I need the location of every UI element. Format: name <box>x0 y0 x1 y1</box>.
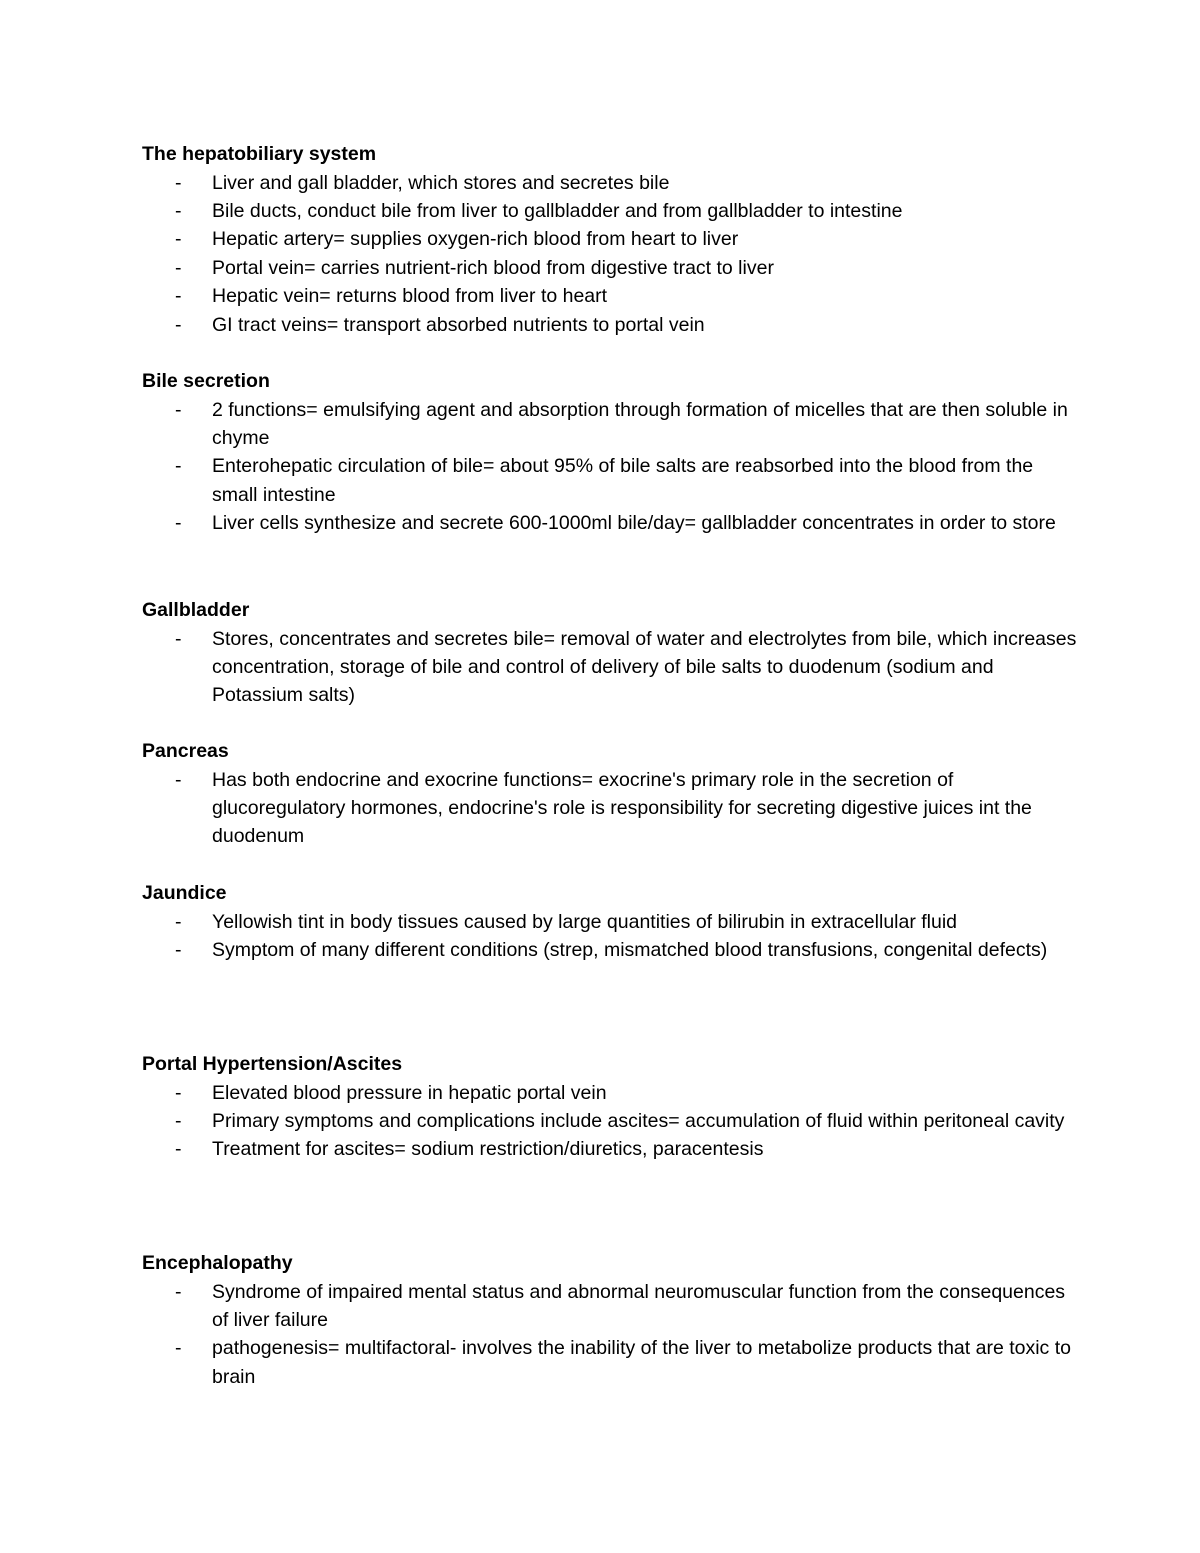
bullet-list <box>142 908 1082 965</box>
section-gallbladder <box>142 596 1082 710</box>
section-title: Pancreas <box>142 740 229 762</box>
section-encephalopathy <box>142 1249 1082 1391</box>
section-title: Portal Hypertension/Ascites <box>142 1053 403 1075</box>
list-item-text: Portal vein= carries nutrient-rich blood from digestive tract to liver <box>212 256 774 279</box>
section-title: Encephalopathy <box>142 1252 293 1274</box>
list-item: - Liver cells synthesize and secrete 600-1000ml bile/day= gallbladder concentrates in order to store <box>142 509 1082 537</box>
section-pancreas <box>142 737 1082 851</box>
list-item-text: GI tract veins= transport absorbed nutrients to portal vein <box>212 313 705 336</box>
list-item-text: Yellowish tint in body tissues caused by large quantities of bilirubin in extracellular fluid <box>212 910 958 933</box>
bullet-list <box>142 766 1082 851</box>
list-item-text: Treatment for ascites= sodium restriction/diuretics, paracentesis <box>212 1138 764 1161</box>
list-item: - Primary symptoms and complications include ascites= accumulation of fluid within peritoneal cavity <box>142 1107 1082 1135</box>
section-title: The hepatobiliary system <box>142 143 377 165</box>
list-item: - Treatment for ascites= sodium restriction/diuretics, paracentesis <box>142 1135 1082 1163</box>
list-item-text: Primary symptoms and complications include ascites= accumulation of fluid within peritoneal cavity <box>212 1109 1065 1132</box>
list-item: - Liver and gall bladder, which stores and secretes bile <box>142 169 1082 197</box>
section-portal-hypertension <box>142 1050 1082 1164</box>
list-item-text: Stores, concentrates and secretes bile= removal of water and electrolytes from bile, which increases concentration, storage of bile and control of delivery of bile salts to duodenum (sodium and Potassium salts) <box>212 627 1077 707</box>
list-item: - Elevated blood pressure in hepatic portal vein <box>142 1079 1082 1107</box>
list-item: - Portal vein= carries nutrient-rich blood from digestive tract to liver <box>142 254 1082 282</box>
list-item: - Syndrome of impaired mental status and abnormal neuromuscular function from the consequences of liver failure <box>142 1278 1082 1335</box>
list-item: - Hepatic artery= supplies oxygen-rich blood from heart to liver <box>142 225 1082 253</box>
list-item: - Bile ducts, conduct bile from liver to gallbladder and from gallbladder to intestine <box>142 197 1082 225</box>
section-bile-secretion <box>142 367 1082 538</box>
list-item-text: 2 functions= emulsifying agent and absorption through formation of micelles that are then soluble in chyme <box>212 398 1068 449</box>
list-item-text: Hepatic vein= returns blood from liver to heart <box>212 285 608 308</box>
section-hepatobiliary-system <box>142 140 1082 339</box>
section-jaundice <box>142 879 1082 964</box>
list-item-text: Elevated blood pressure in hepatic portal vein <box>212 1081 607 1104</box>
bullet-list <box>142 1278 1082 1392</box>
list-item-text: Bile ducts, conduct bile from liver to gallbladder and from gallbladder to intestine <box>212 199 903 222</box>
section-title: Jaundice <box>142 882 227 904</box>
list-item-text: Enterohepatic circulation of bile= about 95% of bile salts are reabsorbed into the blood from the small intestine <box>212 455 1034 506</box>
list-item: - Hepatic vein= returns blood from liver to heart <box>142 282 1082 310</box>
list-item-text: Hepatic artery= supplies oxygen-rich blood from heart to liver <box>212 228 739 251</box>
list-item-text: Has both endocrine and exocrine functions= exocrine's primary role in the secretion of glucoregulatory hormones, endocrine's role is responsibility for secreting digestive juices int the duodenum <box>212 768 1032 848</box>
list-item: - GI tract veins= transport absorbed nutrients to portal vein <box>142 311 1082 339</box>
list-item: - Yellowish tint in body tissues caused by large quantities of bilirubin in extracellular fluid <box>142 908 1082 936</box>
list-item-text: pathogenesis= multifactoral- involves the inability of the liver to metabolize products that are toxic to brain <box>212 1337 1071 1388</box>
bullet-list <box>142 625 1082 710</box>
list-item-text: Syndrome of impaired mental status and abnormal neuromuscular function from the consequences of liver failure <box>212 1280 1066 1331</box>
bullet-list <box>142 396 1082 538</box>
section-title: Gallbladder <box>142 599 250 621</box>
list-item-text: Symptom of many different conditions (strep, mismatched blood transfusions, congenital defects) <box>212 938 1048 961</box>
list-item: - Has both endocrine and exocrine functions= exocrine's primary role in the secretion of glucoregulatory hormones, endocrine's role is responsibility for secreting digestive juices int the duodenum <box>142 766 1082 851</box>
list-item: - Enterohepatic circulation of bile= about 95% of bile salts are reabsorbed into the blood from the small intestine <box>142 452 1082 509</box>
section-title: Bile secretion <box>142 370 270 392</box>
list-item: - 2 functions= emulsifying agent and absorption through formation of micelles that are then soluble in chyme <box>142 396 1082 453</box>
list-item: - pathogenesis= multifactoral- involves the inability of the liver to metabolize products that are toxic to brain <box>142 1334 1082 1391</box>
list-item: - Symptom of many different conditions (strep, mismatched blood transfusions, congenital defects) <box>142 936 1082 964</box>
list-item-text: Liver cells synthesize and secrete 600-1000ml bile/day= gallbladder concentrates in order to store <box>212 512 1056 535</box>
list-item: - Stores, concentrates and secretes bile= removal of water and electrolytes from bile, which increases concentration, storage of bile and control of delivery of bile salts to duodenum (sodium and Potassium salts) <box>142 625 1082 710</box>
bullet-list <box>142 1079 1082 1164</box>
bullet-list <box>142 169 1082 339</box>
list-item-text: Liver and gall bladder, which stores and secretes bile <box>212 171 670 194</box>
